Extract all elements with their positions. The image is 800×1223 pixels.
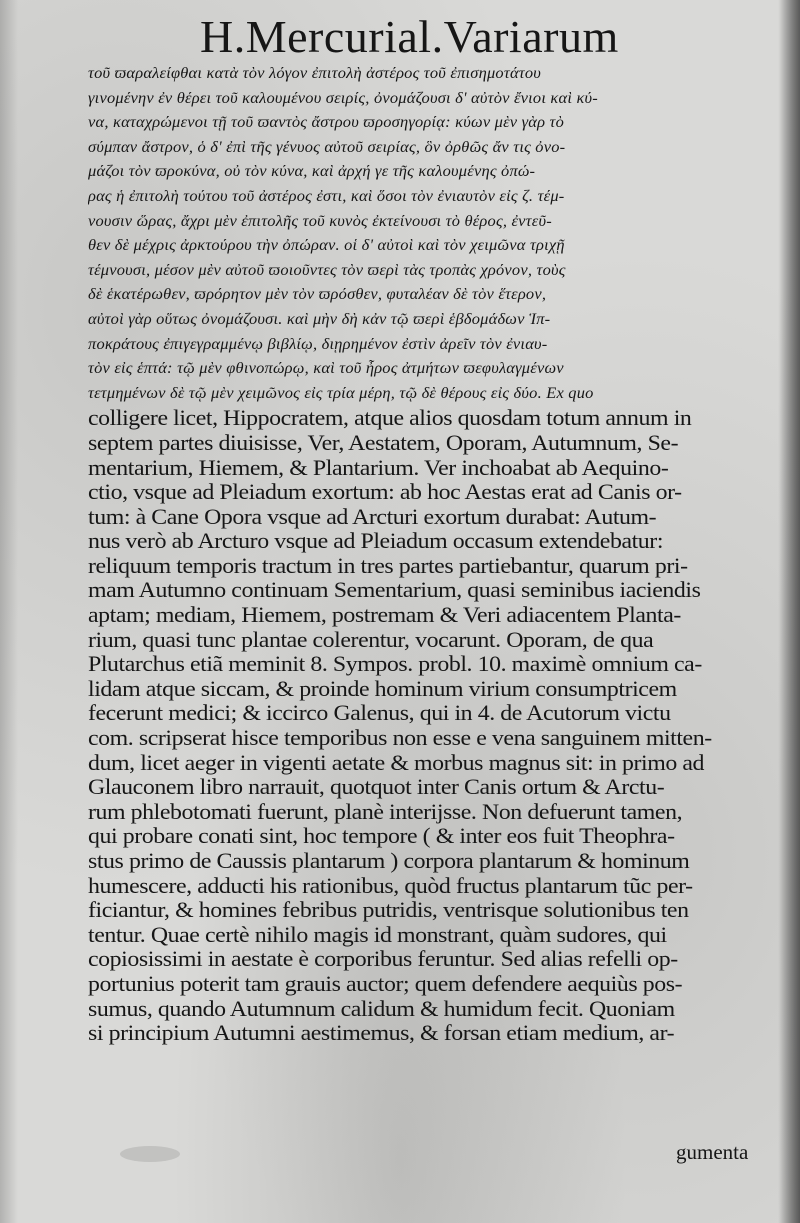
latin-text-line: Plutarchus etiã meminit 8. Sympos. probl. 10. maximè omnium ca- [88,652,702,677]
latin-text-line: ficiantur, & homines febribus putridis, ventrisque solutionibus ten [88,898,689,923]
latin-text-line: reliquum temporis tractum in tres partes partiebantur, quarum pri- [88,553,688,578]
latin-text-line: aptam; mediam, Hiemem, postremam & Veri adiacentem Planta- [88,603,681,628]
greek-text-line: τοῦ ϖαραλείφθαι κατὰ τὸν λόγον ἐπιτολὴ ἀστέρος τοῦ ἐπισημοτάτου [88,65,542,82]
greek-text-line: να, καταχρώμενοι τῇ τοῦ ϖαντὸς ἄστρου ϖροσηγορίᾳ: κύων μὲν γὰρ τὸ [88,114,565,132]
latin-text-line: nus verò ab Arcturo vsque ad Pleiadum occasum extendebatur: [88,529,664,554]
latin-text-line: portunius poterit tam grauis auctor; quem defendere aequiùs pos- [88,971,683,996]
latin-text-line: colligere licet, Hippocratem, atque alios quosdam totum annum in [88,406,692,431]
latin-text-line: tentur. Quae certè nihilo magis id monstrant, quàm sudores, qui [88,922,667,947]
latin-text-line: fecerunt medici; & iccirco Galenus, qui in 4. de Acutorum victu [88,701,671,726]
greek-text-line: νουσιν ὥρας, ἄχρι μὲν ἐπιτολῆς τοῦ κυνὸς ἐκτείνουσι τὸ θέρος, ἐντεῦ- [88,212,552,230]
latin-text-line: rium, quasi tunc plantae colerentur, vocarunt. Oporam, de qua [88,627,654,652]
latin-text-line: lidam atque siccam, & proinde hominum virium consumptricem [88,676,677,701]
greek-text-line: αὐτοὶ γὰρ οὕτως ὀνομάζουσι. καὶ μὴν δὴ κἀν τῷ ϖερὶ ἑβδομάδων Ἱπ- [88,310,551,328]
latin-text-line: ctio, vsque ad Pleiadum exortum: ab hoc Aestas erat ad Canis or- [88,480,682,505]
latin-text-line: mentarium, Hiemem, & Plantarium. Ver inchoabat ab Aequino- [88,455,669,480]
greek-text-line: τὸν εἰς ἑπτά: τῷ μὲν φθινοπώρῳ, καὶ τοῦ ἦρος ἀτμήτων ϖεφυλαγμένων [88,360,564,378]
latin-text-line: dum, licet aeger in vigenti aetate & morbus magnus sit: in primo ad [88,750,705,775]
greek-text-line: θεν δὲ μέχρις ἀρκτούρου τὴν ὀπώραν. οἱ δ' αὐτοὶ καὶ τὸν χειμῶνα τριχῇ [88,237,565,255]
greek-text-line: τέμνουσι, μέσον μὲν αὐτοῦ ϖοιοῦντες τὸν ϖερὶ τὰς τροπὰς χρόνον, τοὺς [88,261,566,279]
body-text [88,62,768,1046]
greek-text-line: ποκράτους ἐπιγεγραμμένῳ βιβλίῳ, διῃρημένον ἐστὶν ἀρεῖν τὸν ἐνιαυ- [88,335,548,353]
latin-text-line: si principium Autumni aestimemus, & forsan etiam medium, ar- [88,1021,675,1046]
latin-text-line: copiosissimi in aestate è corporibus feruntur. Sed alias refelli op- [88,947,678,972]
latin-text-line: rum phlebotomati fuerunt, planè interijsse. Non defuerunt tamen, [88,799,683,824]
latin-text-line: com. scripserat hisce temporibus non esse e vena sanguinem mitten- [88,726,712,751]
ink-smudge [120,1146,180,1162]
greek-text-line: μάζοι τὸν ϖροκύνα, οὐ τὸν κύνα, καὶ ἀρχή γε τῆς καλουμένης ὀπώ- [88,163,536,181]
latin-text-line: humescere, adducti his rationibus, quòd fructus plantarum tũc per- [88,873,693,898]
latin-text-line: mam Autumno continuam Sementarium, quasi seminibus iaciendis [88,578,701,603]
greek-text-line: γινομένην ἐν θέρει τοῦ καλουμένου σειρίς, ὀνομάζουσι δ' αὐτὸν ἔνιοι καὶ κύ- [88,89,599,107]
running-head: H.Mercurial.Variarum [200,11,619,62]
greek-text-line: τετμημένων δὲ τῷ μὲν χειμῶνος εἰς τρία μέρη, τῷ δὲ θέρους εἰς δύο. Ex quo [88,384,594,402]
latin-text-line: Glauconem libro narrauit, quotquot inter Canis ortum & Arctu- [88,775,665,800]
greek-text-line: δὲ ἑκατέρωθεν, ϖρόρητον μὲν τὸν ϖρόσθεν, φυταλέαν δὲ τὸν ἕτερον, [88,286,547,304]
latin-text-line: septem partes diuisisse, Ver, Aestatem, Oporam, Autumnum, Se- [88,430,679,455]
greek-text-line: ρας ἡ ἐπιτολὴ τούτου τοῦ ἀστέρος ἐστι, καὶ ὅσοι τὸν ἐνιαυτὸν εἰς ζ. τέμ- [88,187,565,205]
latin-text-line: sumus, quando Autumnum calidum & humidum fecit. Quoniam [88,996,675,1021]
page-edge-shadow [778,0,800,1223]
latin-text-line: qui probare conati sint, hoc tempore ( & inter eos fuit Theophra- [88,824,675,849]
latin-text-line: tum: à Cane Opora vsque ad Arcturi exortum durabat: Autum- [88,504,657,529]
greek-text-line: σύμπαν ἄστρον, ὁ δ' ἐπὶ τῆς γένυος αὐτοῦ σειρίας, ὃν ὀρθῶς ἄν τις ὀνο- [88,138,566,156]
latin-text-line: stus primo de Caussis plantarum ) corpora plantarum & hominum [88,849,690,873]
catchword: gumenta [676,1140,749,1164]
